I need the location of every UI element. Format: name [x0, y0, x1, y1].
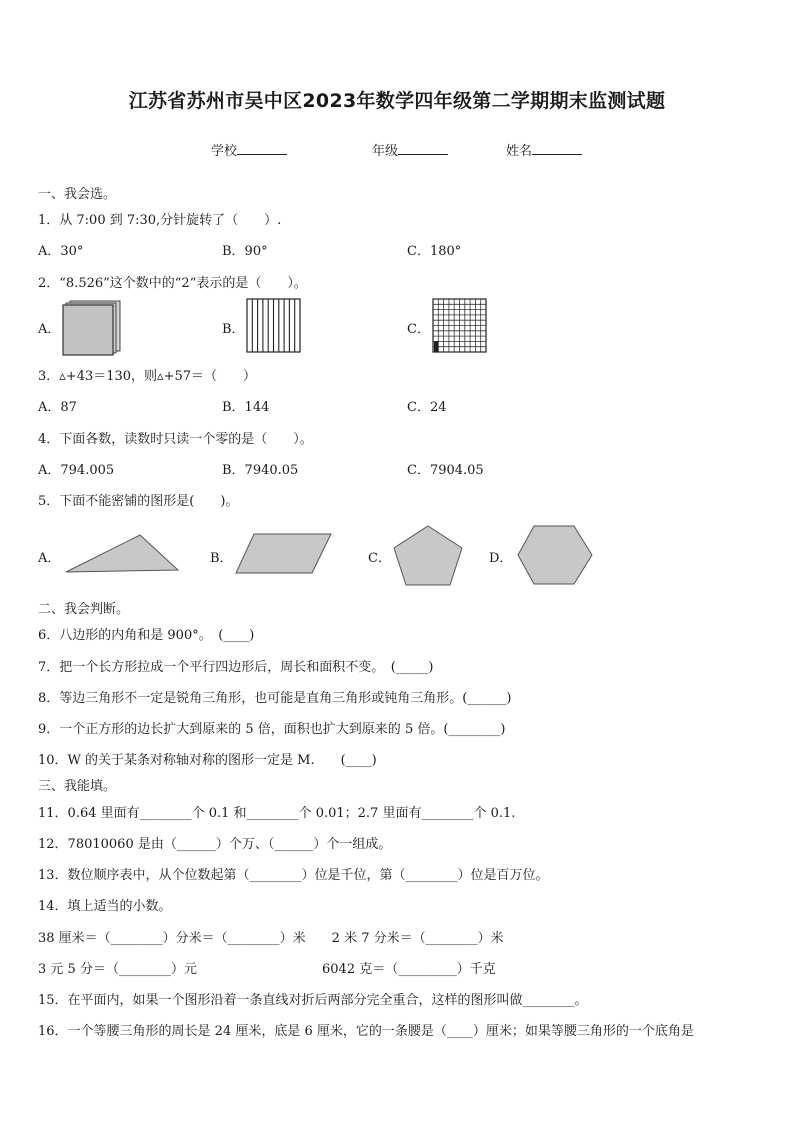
q4-option-b: B．7940.05 [222, 463, 299, 478]
question-12: 12．78010060 是由（______）个万、（______）个一组成。 [38, 837, 392, 852]
question-15: 15．在平面内，如果一个图形沿着一条直线对折后两部分完全重合，这样的图形叫做________。 [38, 993, 588, 1008]
page-title: 江苏省苏州市吴中区2023年数学四年级第二学期期末监测试题 [128, 90, 666, 112]
question-4: 4．下面各数，读数时只读一个零的是（ ）。 [38, 432, 313, 447]
question-8: 8．等边三角形不一定是锐角三角形，也可能是直角三角形或钝角三角形。(______) [38, 691, 512, 706]
q5-option-b: B． [210, 551, 233, 566]
question-10: 10．W 的关于某条对称轴对称的图形一定是 M. (____) [38, 753, 377, 768]
hexagon-figure [516, 524, 594, 586]
parallelogram-figure [234, 531, 334, 577]
pentagon-figure [392, 524, 464, 588]
question-14-line-2b: 6042 克＝（_________）千克 [322, 962, 496, 977]
striped-square-figure [246, 298, 302, 354]
q2-option-a: A． [38, 322, 61, 337]
question-11: 11．0.64 里面有________个 0.1 和________个 0.01；2.7 里面有________个 0.1. [38, 806, 516, 821]
school-field [211, 140, 287, 159]
section-heading-3: 三、我能填。 [38, 779, 117, 794]
question-2: 2．“8.526”这个数中的“2”表示的是（ ）。 [38, 276, 307, 291]
q3-option-b: B．144 [222, 400, 270, 415]
q1-option-b: B．90° [222, 244, 268, 259]
q2-option-b: B． [222, 322, 245, 337]
school-blank[interactable] [237, 142, 287, 155]
stacked-squares-figure [62, 300, 124, 356]
grade-blank[interactable] [398, 142, 448, 155]
q4-option-a: A．794.005 [38, 463, 115, 478]
q5-option-d: D． [489, 551, 513, 566]
q4-option-c: C．7904.05 [407, 463, 484, 478]
question-7: 7．把一个长方形拉成一个平行四边形后，周长和面积不变。 (_____) [38, 660, 434, 675]
name-blank[interactable] [532, 142, 582, 155]
q5-option-c: C． [368, 551, 391, 566]
name-label: 姓名 [506, 144, 533, 159]
question-14-line-1: 38 厘米＝（________）分米＝（________）米 2 米 7 分米＝（________）米 [38, 931, 504, 946]
school-label: 学校 [211, 144, 238, 159]
q2-option-c: C． [407, 322, 430, 337]
question-16: 16．一个等腰三角形的周长是 24 厘米，底是 6 厘米，它的一条腰是（____）厘米；如果等腰三角形的一个底角是 [38, 1024, 694, 1039]
grade-field [372, 140, 448, 159]
q5-option-a: A． [38, 551, 61, 566]
q3-option-c: C．24 [407, 400, 447, 415]
section-heading-1: 一、我会选。 [38, 187, 117, 202]
q1-option-c: C．180° [407, 244, 462, 259]
grid-square-figure [432, 298, 488, 354]
question-13: 13．数位顺序表中，从个位数起第（________）位是千位，第（________）位是百万位。 [38, 868, 549, 883]
section-heading-2: 二、我会判断。 [38, 602, 130, 617]
triangle-figure [62, 532, 182, 576]
name-field [506, 140, 582, 159]
question-14: 14．填上适当的小数。 [38, 899, 172, 914]
question-1: 1．从 7:00 到 7:30,分针旋转了（ ）. [38, 213, 282, 228]
question-5: 5．下面不能密铺的图形是( )。 [38, 494, 239, 509]
question-9: 9．一个正方形的边长扩大到原来的 5 倍，面积也扩大到原来的 5 倍。(________) [38, 722, 506, 737]
q3-option-a: A．87 [38, 400, 77, 415]
q1-option-a: A．30° [38, 244, 84, 259]
grade-label: 年级 [372, 144, 399, 159]
question-6: 6．八边形的内角和是 900°。 (____) [38, 628, 255, 643]
question-14-line-2a: 3 元 5 分＝（________）元 [38, 962, 197, 977]
question-3: 3．▵+43＝130，则▵+57＝（ ） [38, 369, 257, 384]
